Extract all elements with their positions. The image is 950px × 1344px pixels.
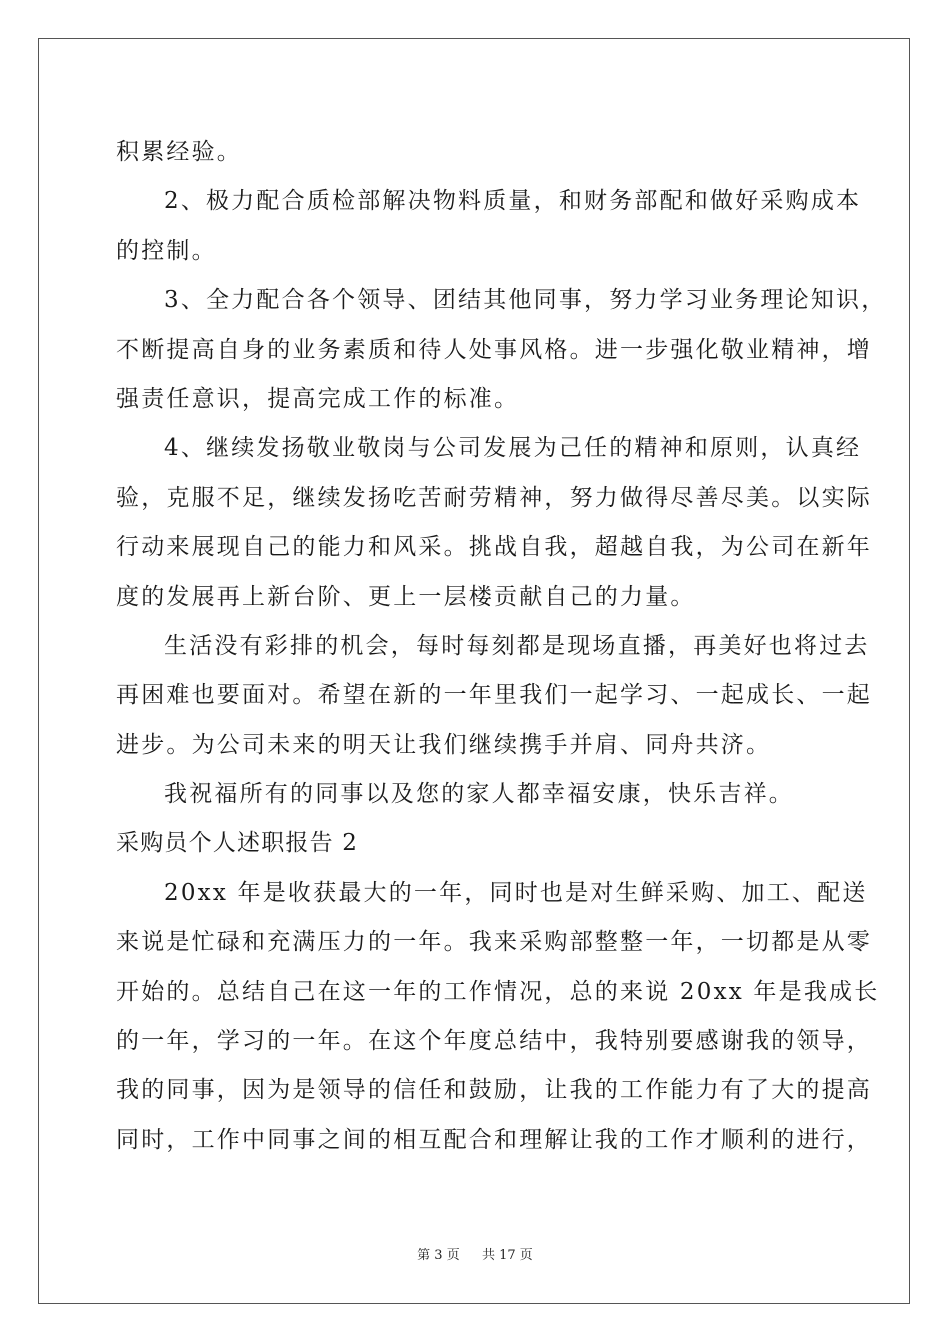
- text-line: 开始的。总结自己在这一年的工作情况，总的来说 20xx 年是我成长: [116, 978, 880, 1005]
- page-number: 第 3 页: [417, 1248, 460, 1263]
- text-line: 生活没有彩排的机会，每时每刻都是现场直播，再美好也将过去: [164, 632, 870, 659]
- text-line: 我祝福所有的同事以及您的家人都幸福安康，快乐吉祥。: [164, 781, 794, 808]
- text-line: 2、极力配合质检部解决物料质量，和财务部配和做好采购成本: [164, 188, 862, 215]
- text-line: 来说是忙碌和充满压力的一年。我来采购部整整一年，一切都是从零: [116, 929, 872, 956]
- text-line: 进步。为公司未来的明天让我们继续携手并肩、同舟共济。: [116, 731, 772, 758]
- document-body: [116, 128, 887, 1165]
- text-line: 度的发展再上新台阶、更上一层楼贡献自己的力量。: [116, 583, 696, 610]
- text-line: 同时，工作中同事之间的相互配合和理解让我的工作才顺利的进行，: [116, 1126, 872, 1153]
- page-footer: [0, 1244, 950, 1263]
- text-line: 3、全力配合各个领导、团结其他同事，努力学习业务理论知识，: [164, 287, 887, 314]
- text-line: 验，克服不足，继续发扬吃苦耐劳精神，努力做得尽善尽美。以实际: [116, 484, 872, 511]
- text-line: 不断提高自身的业务素质和待人处事风格。进一步强化敬业精神，增: [116, 336, 872, 363]
- section-heading: 采购员个人述职报告 2: [116, 830, 359, 857]
- text-line: 积累经验。: [116, 139, 242, 165]
- page-total: 共 17 页: [482, 1248, 533, 1263]
- text-line: 20xx 年是收获最大的一年，同时也是对生鲜采购、加工、配送: [164, 879, 868, 906]
- text-line: 的一年，学习的一年。在这个年度总结中，我特别要感谢我的领导，: [116, 1028, 872, 1055]
- text-line: 强责任意识，提高完成工作的标准。: [116, 385, 520, 412]
- text-line: 行动来展现自己的能力和风采。挑战自我，超越自我，为公司在新年: [116, 534, 872, 561]
- text-line: 我的同事，因为是领导的信任和鼓励，让我的工作能力有了大的提高: [116, 1077, 872, 1104]
- text-line: 的控制。: [116, 237, 217, 264]
- text-line: 再困难也要面对。希望在新的一年里我们一起学习、一起成长、一起: [116, 682, 872, 709]
- text-line: 4、继续发扬敬业敬岗与公司发展为己任的精神和原则，认真经: [164, 435, 862, 462]
